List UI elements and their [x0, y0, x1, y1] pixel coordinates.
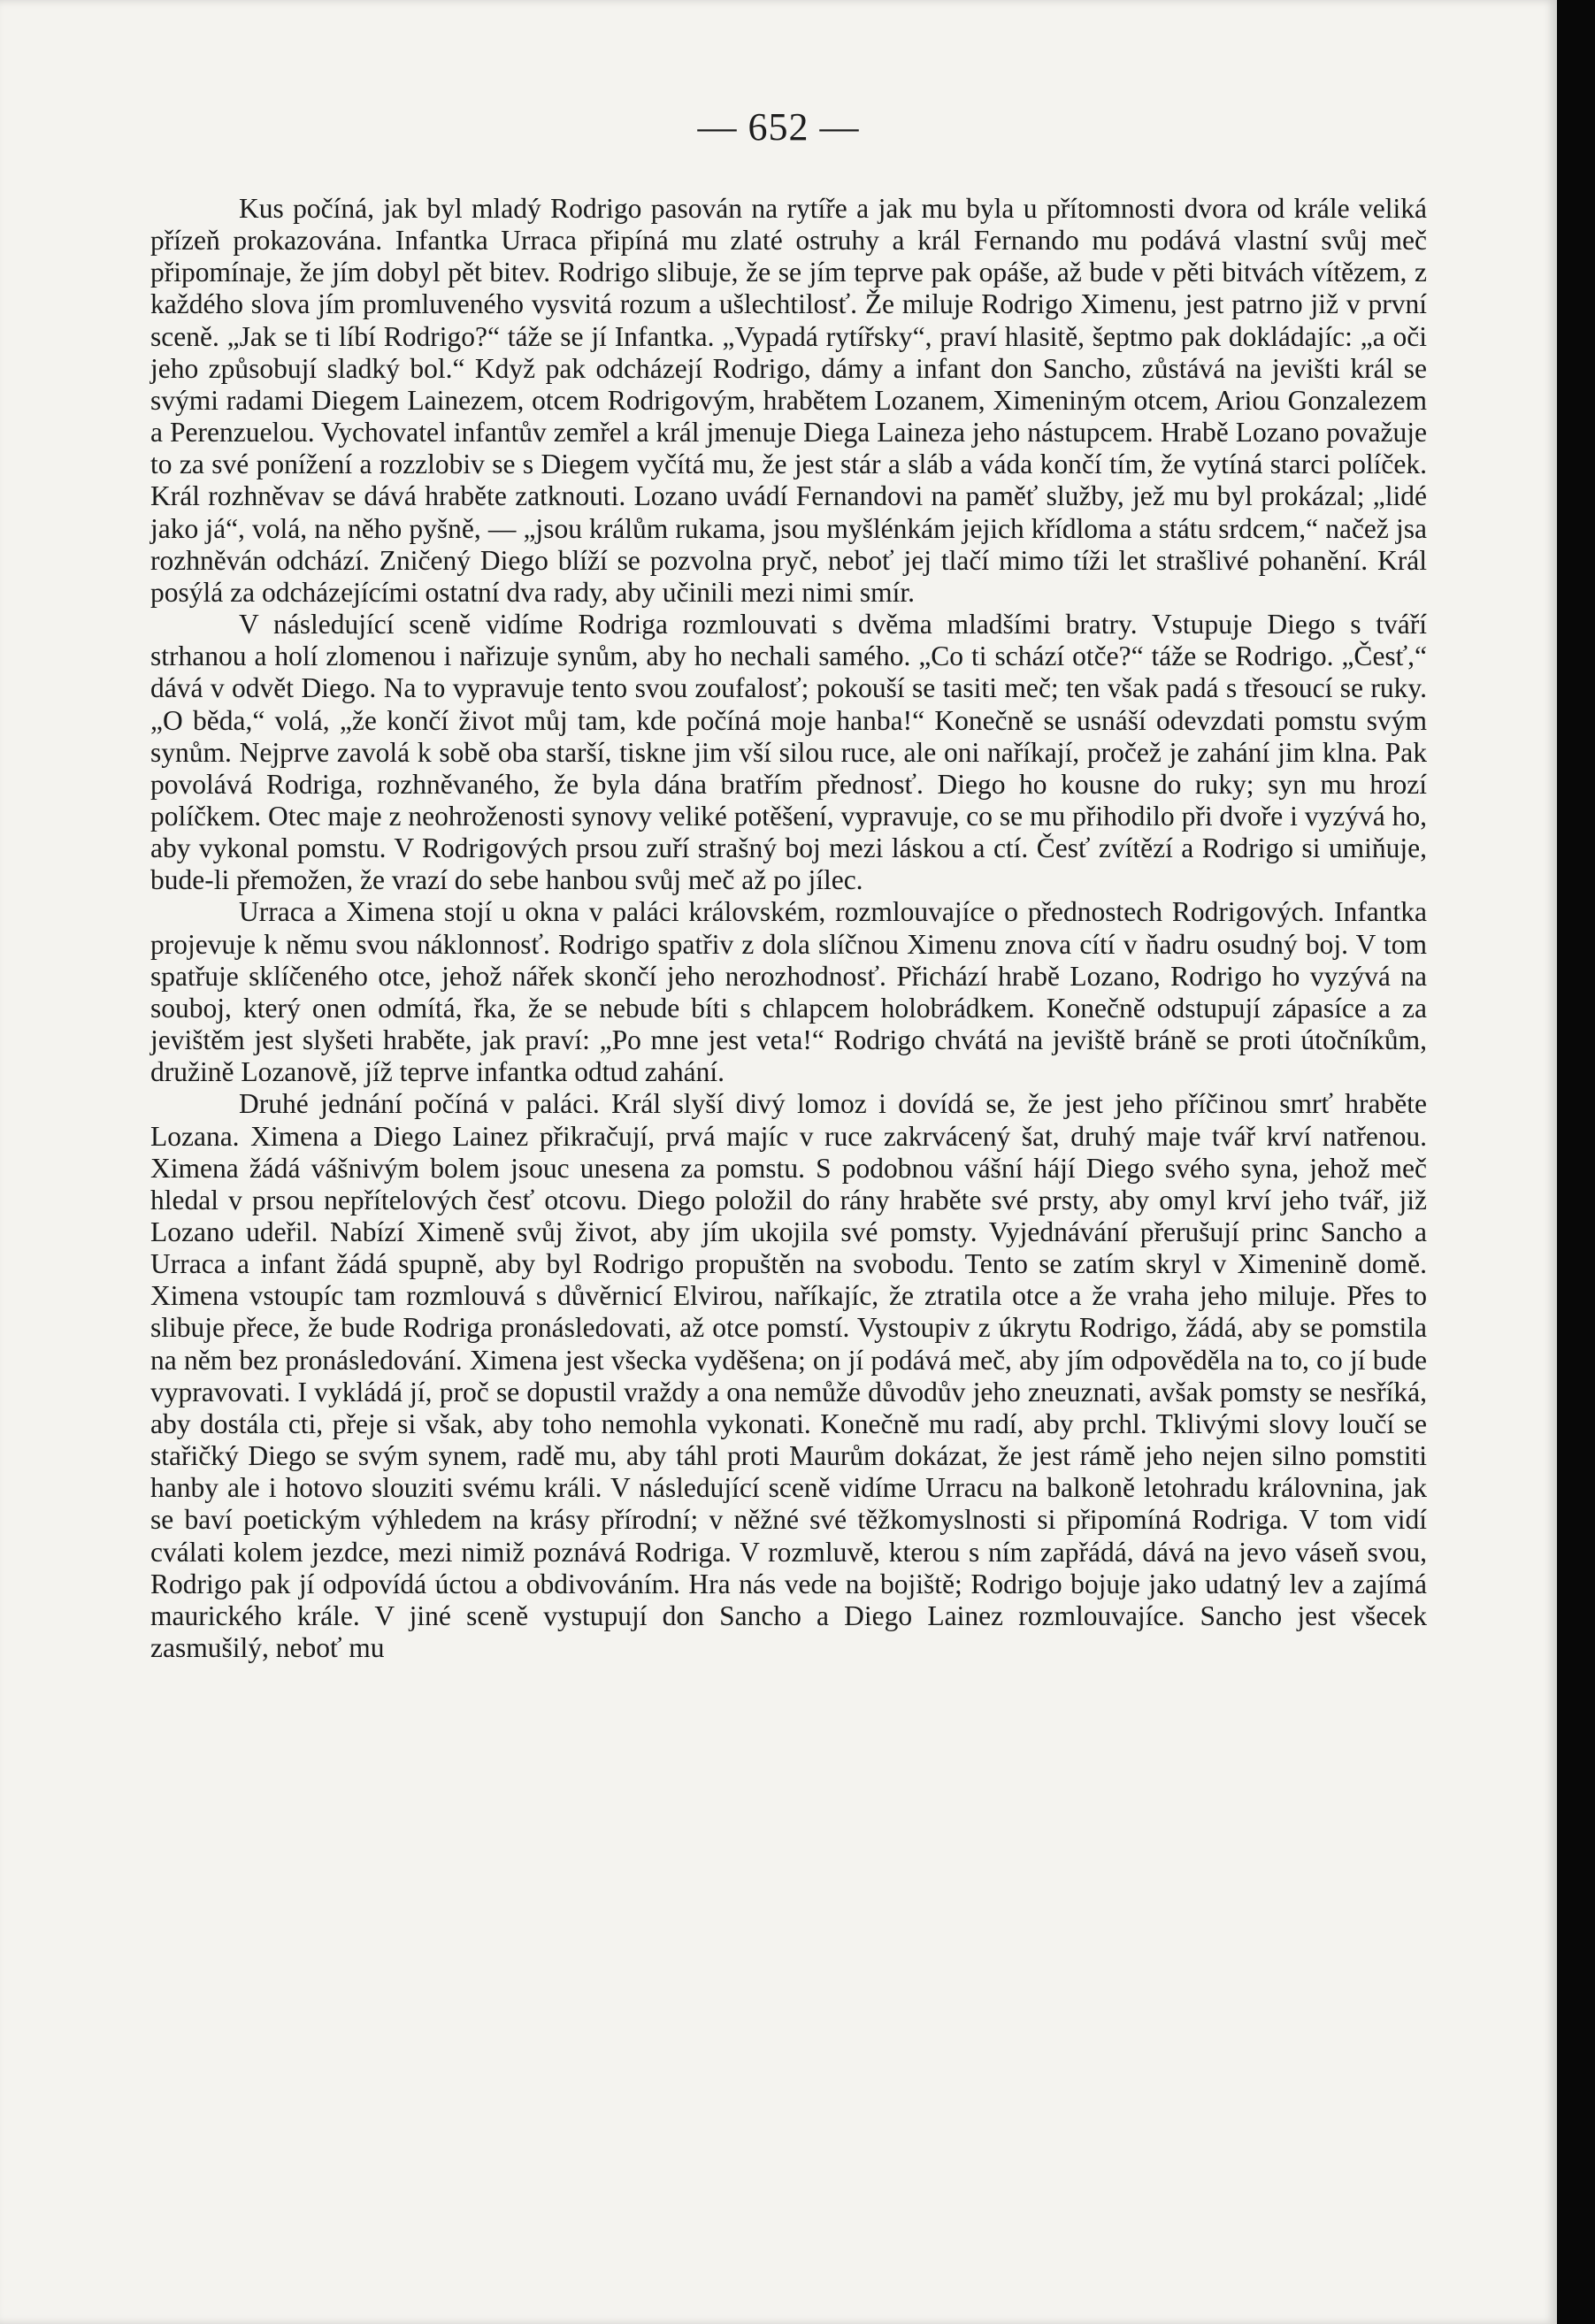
paragraph-3: Urraca a Ximena stojí u okna v paláci královském, rozmlouvajíce o přednostech Rodrigových. Infantka projevuje k němu svou náklonnosť. Rodrigo spatřiv z dola slíčnou Ximenu znova cítí v ňadru osudný boj. V tom spatřuje sklíčeného otce, jehož nářek skončí jeho nerozhodnosť. Přichází hrabě Lozano, Rodrigo ho vyzývá na souboj, který onen odmítá, řka, že se nebude bíti s chlapcem holobrádkem. Konečně odstupují zápasíce a za jevištěm jest slyšeti hraběte, jak praví: „Po mne jest veta!“ Rodrigo chvátá na jeviště bráně se proti útočníkům, družině Lozanově, jíž teprve infantka odtud zahání.: [150, 896, 1427, 1088]
page-number: — 652 —: [697, 105, 860, 149]
scan-border: [1557, 0, 1595, 2324]
paragraph-4: Druhé jednání počíná v paláci. Král slyší divý lomoz i dovídá se, že jest jeho příčinou smrť hraběte Lozana. Ximena a Diego Lainez přikračují, prvá majíc v ruce zakrvácený šat, druhý maje tvář krví natřenou. Ximena žádá vášnivým bolem jsouc unesena za pomstu. S podobnou vášní hájí Diego svého syna, jehož meč hledal v prsou nepřítelových česť otcovu. Diego položil do rány hraběte své prsty, aby omyl krví jeho tvář, již Lozano udeřil. Nabízí Ximeně svůj život, aby jím ukojila své pomsty. Vyjednávání přerušují princ Sancho a Urraca a infant žádá spupně, aby byl Rodrigo propuštěn na svobodu. Tento se zatím skryl v Ximenině domě. Ximena vstoupíc tam rozmlouvá s důvěrnicí Elvirou, naříkajíc, že ztratila otce a že vraha jeho miluje. Přes to slibuje přece, že bude Rodriga pronásledovati, až otce pomstí. Vystoupiv z úkrytu Rodrigo, žádá, aby se pomstila na něm bez pronásledování. Ximena jest všecka vyděšena; on jí podává meč, aby jím odpověděla na to, co jí bude vypravovati. I vykládá jí, proč se dopustil vraždy a ona nemůže důvodův jeho zneuznati, avšak pomsty se nesříká, aby dostála cti, přeje si však, aby toho nemohla vykonati. Konečně mu radí, aby prchl. Tklivými slovy loučí se stařičký Diego se svým synem, radě mu, aby táhl proti Maurům dokázat, že jest rámě jeho nejen silno pomstiti hanby ale i hotovo slouziti svému králi. V následující sceně vidíme Urracu na balkoně letohradu královnina, jak se baví poetickým výhledem na krásy přírodní; v něžné své těžkomyslnosti si připomíná Rodriga. V tom vidí cválati kolem jezdce, mezi nimiž poznává Rodriga. V rozmluvě, kterou s ním zapřádá, dává na jevo váseň svou, Rodrigo pak jí odpovídá úctou a obdivováním. Hra nás vede na bojiště; Rodrigo bojuje jako udatný lev a zajímá maurického krále. V jiné sceně vystupují don Sancho a Diego Lainez rozmlouvajíce. Sancho jest všecek zasmušilý, neboť mu: [150, 1088, 1427, 1664]
paragraph-2: V následující sceně vidíme Rodriga rozmlouvati s dvěma mladšími bratry. Vstupuje Diego s tváří strhanou a holí zlomenou i nařizuje synům, aby ho nechali samého. „Co ti schází otče?“ táže se Rodrigo. „Česť,“ dává v odvět Diego. Na to vypravuje tento svou zoufalosť; pokouší se tasiti meč; ten však padá s třesoucí se ruky. „O běda,“ volá, „že končí život můj tam, kde počíná moje hanba!“ Konečně se usnáší odevzdati pomstu svým synům. Nejprve zavolá k sobě oba starší, tiskne jim vší silou ruce, ale oni naříkají, pročež je zahání jim klna. Pak povolává Rodriga, rozhněvaného, že byla dána bratřím přednosť. Diego ho kousne do ruky; syn mu hrozí políčkem. Otec maje z neohroženosti synovy veliké potěšení, vypravuje, co se mu přihodilo při dvoře i vyzývá ho, aby vykonal pomstu. V Rodrigových prsou zuří strašný boj mezi láskou a ctí. Česť zvítězí a Rodrigo si umiňuje, bude-li přemožen, že vrazí do sebe hanbou svůj meč až po jílec.: [150, 609, 1427, 896]
paragraph-1: Kus počíná, jak byl mladý Rodrigo pasován na rytíře a jak mu byla u přítomnosti dvora od krále veliká přízeň prokazována. Infantka Urraca připíná mu zlaté ostruhy a král Fernando mu podává vlastní svůj meč připomínaje, že jím dobyl pět bitev. Rodrigo slibuje, že se jím teprve pak opáše, až bude v pěti bitvách vítězem, z každého slova jím promluveného vysvitá rozum a ušlechtilosť. Že miluje Rodrigo Ximenu, jest patrno již v první sceně. „Jak se ti líbí Rodrigo?“ táže se jí Infantka. „Vypadá rytířsky“, praví hlasitě, šeptmo pak dokládajíc: „a oči jeho způsobují sladký bol.“ Když pak odcházejí Rodrigo, dámy a infant don Sancho, zůstává na jevišti král se svými radami Diegem Lainezem, otcem Rodrigovým, hrabětem Lozanem, Ximeniným otcem, Ariou Gonzalezem a Perenzuelou. Vychovatel infantův zemřel a král jmenuje Diega Laineza jeho nástupcem. Hrabě Lozano považuje to za své ponížení a rozzlobiv se s Diegem vyčítá mu, že jest stár a sláb a váda končí tím, že vytíná starci políček. Král rozhněvav se dává hraběte zatknouti. Lozano uvádí Fernandovi na paměť služby, jež mu byl prokázal; „lidé jako já“, volá, na něho pyšně, — „jsou králům rukama, jsou myšlénkám jejich křídloma a státu srdcem,“ načež jsa rozhněván odchází. Zničený Diego blíží se pozvolna pryč, neboť jej tlačí mimo tíži let strašlivé pohanění. Král posýlá za odcházejícími ostatní dva rady, aby učinili mezi nimi smír.: [150, 193, 1427, 608]
body-text: [150, 193, 1427, 1664]
